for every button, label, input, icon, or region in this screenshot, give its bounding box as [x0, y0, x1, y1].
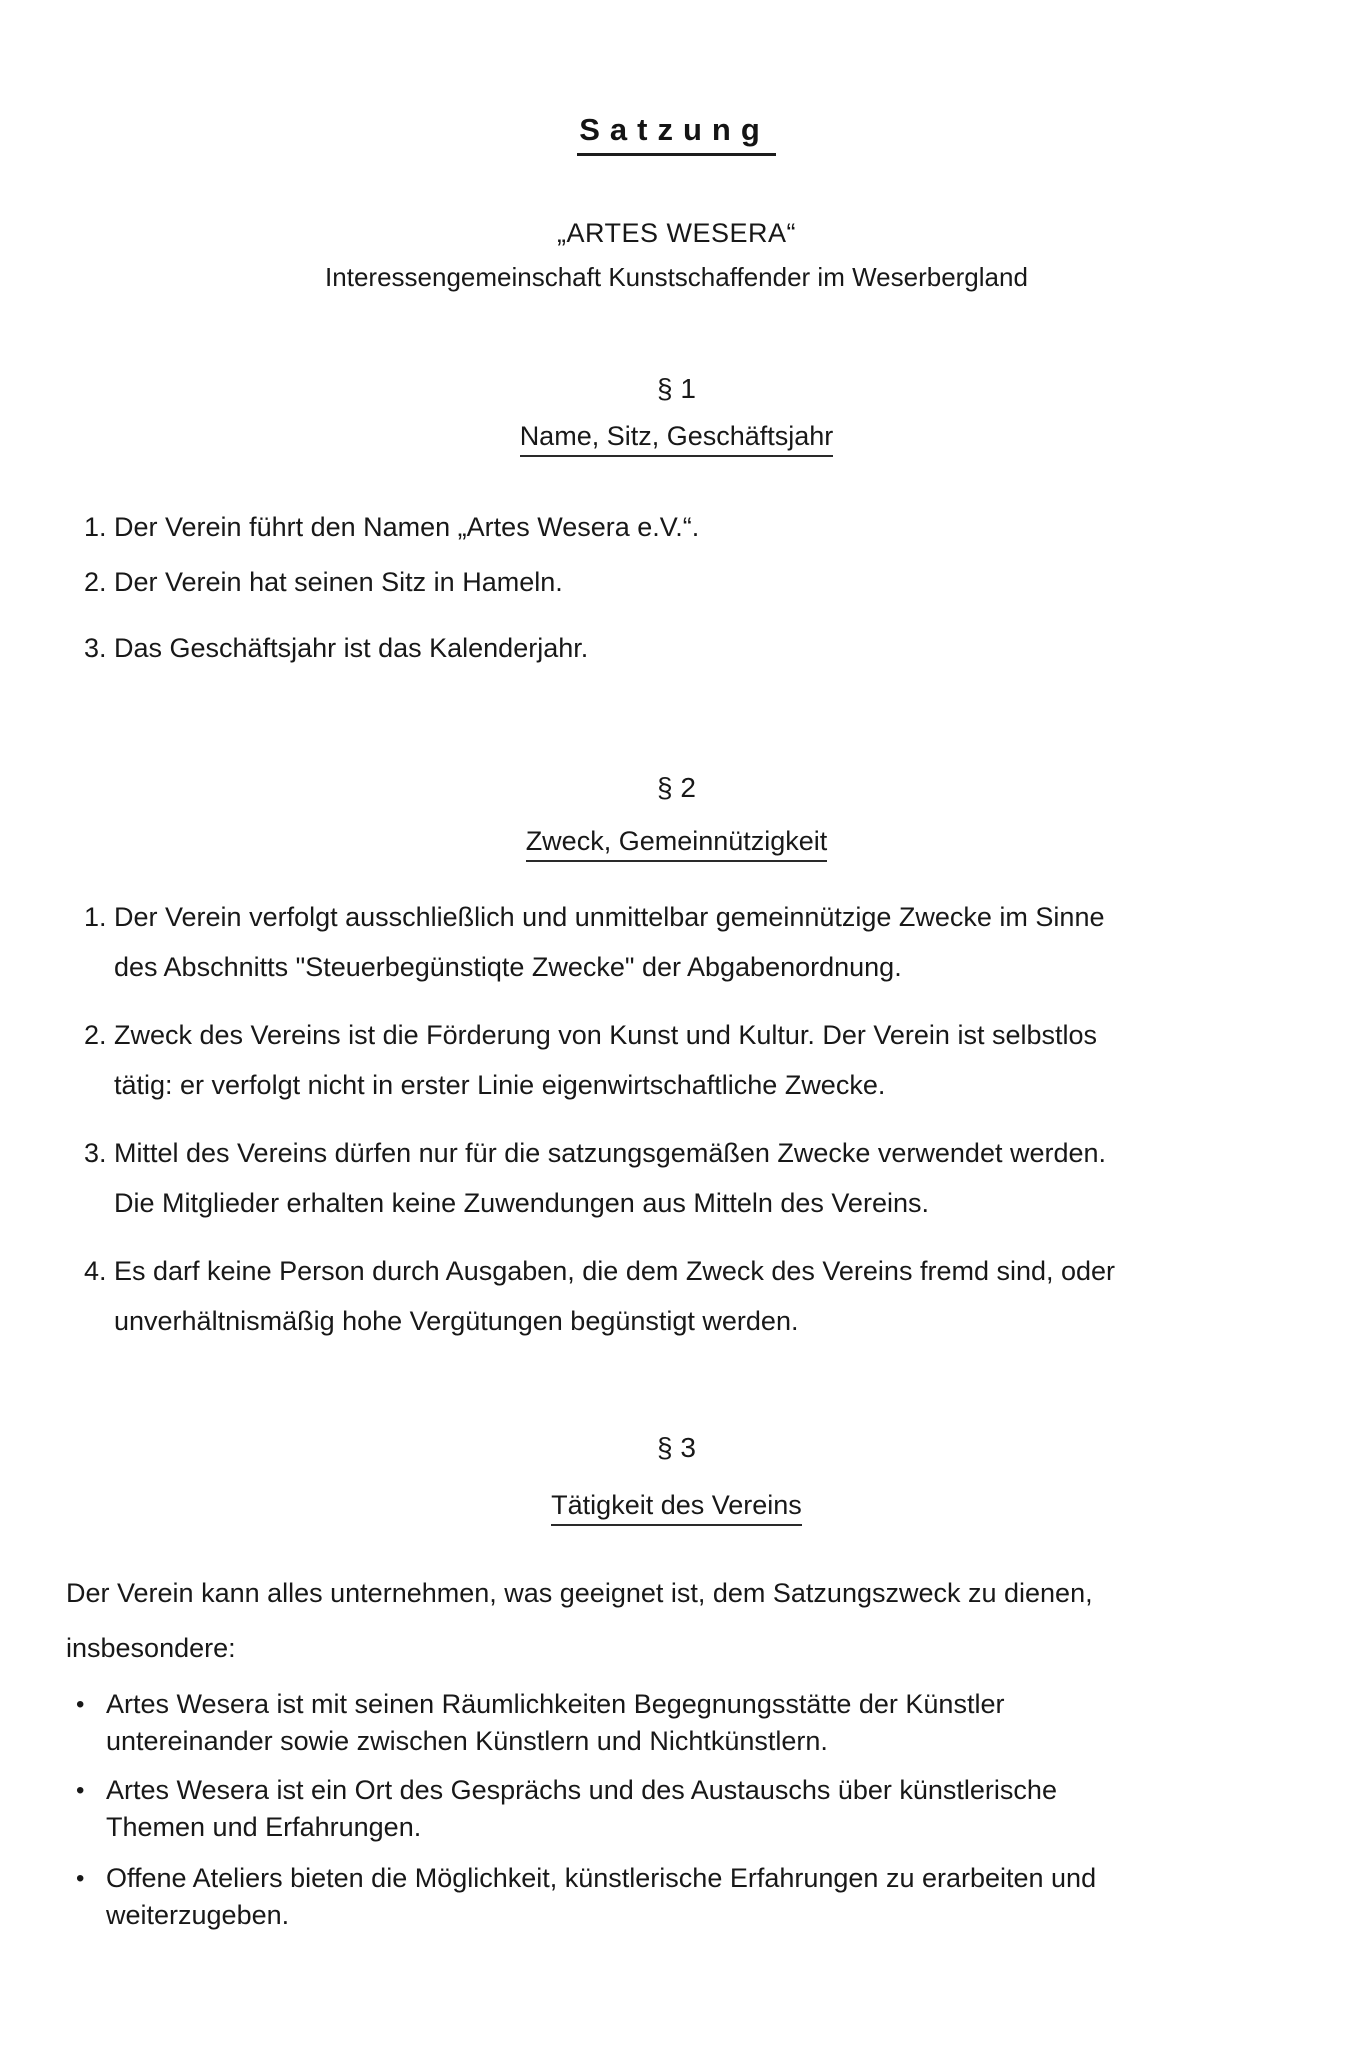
section-3-list — [66, 1686, 1287, 1934]
text-line: Artes Wesera ist ein Ort des Gesprächs und des Austauschs über künstlerische — [106, 1775, 1057, 1805]
item-text — [114, 564, 563, 600]
item-text — [106, 1686, 1004, 1760]
text-line: Mittel des Vereins dürfen nur für die satzungsgemäßen Zwecke verwendet werden. — [114, 1138, 1107, 1168]
text-line: Die Mitglieder erhalten keine Zuwendungen aus Mitteln des Vereins. — [114, 1188, 929, 1218]
item-number: 1. — [84, 902, 107, 932]
text-line: Artes Wesera ist mit seinen Räumlichkeiten Begegnungsstätte der Künstler — [106, 1689, 1005, 1719]
text-line: Themen und Erfahrungen. — [106, 1812, 422, 1842]
section-1-heading: Name, Sitz, Geschäftsjahr — [520, 421, 834, 457]
list-item — [66, 1246, 1287, 1346]
text-line: Der Verein führt den Namen „Artes Wesera e.V.“. — [114, 512, 700, 542]
list-item — [66, 509, 1287, 545]
item-text — [106, 1772, 1057, 1846]
text-line: insbesondere: — [66, 1633, 236, 1663]
list-item — [66, 1772, 1287, 1846]
list-item — [66, 1128, 1287, 1228]
item-number: 2. — [84, 567, 107, 597]
text-line: Der Verein hat seinen Sitz in Hameln. — [114, 567, 563, 597]
text-line: Zweck des Vereins ist die Förderung von Kunst und Kultur. Der Verein ist selbstlos — [114, 1020, 1097, 1050]
item-text — [114, 892, 1104, 992]
text-line: unverhältnismäßig hohe Vergütungen begünstigt werden. — [114, 1306, 799, 1336]
section-1-number: § 1 — [657, 373, 696, 404]
title-block — [66, 112, 1287, 156]
section-3-intro — [66, 1566, 1287, 1676]
text-line: Es darf keine Person durch Ausgaben, die dem Zweck des Vereins fremd sind, oder — [114, 1256, 1116, 1286]
item-text — [114, 1246, 1115, 1346]
text-line: weiterzugeben. — [106, 1900, 290, 1930]
text-line: Das Geschäftsjahr ist das Kalenderjahr. — [114, 633, 589, 663]
section-1-heading-wrap — [66, 421, 1287, 457]
section-3-heading: Tätigkeit des Vereins — [551, 1490, 802, 1526]
section-2-heading: Zweck, Gemeinnützigkeit — [526, 826, 828, 862]
list-item — [66, 892, 1287, 992]
section-2-heading-wrap — [66, 826, 1287, 862]
section-3-number: § 3 — [657, 1432, 696, 1463]
item-text — [106, 1860, 1096, 1934]
item-number: 3. — [84, 1138, 107, 1168]
list-item — [66, 630, 1287, 666]
bullet-icon: • — [76, 1865, 85, 1892]
document-title: Satzung — [577, 112, 776, 156]
list-item — [66, 1010, 1287, 1110]
item-number: 4. — [84, 1256, 107, 1286]
bullet-icon: • — [76, 1777, 85, 1804]
text-line: Offene Ateliers bieten die Möglichkeit, künstlerische Erfahrungen zu erarbeiten und — [106, 1863, 1097, 1893]
list-item — [66, 564, 1287, 600]
text-line: Der Verein verfolgt ausschließlich und unmittelbar gemeinnützige Zwecke im Sinne — [114, 902, 1105, 932]
text-line: Der Verein kann alles unternehmen, was geeignet ist, dem Satzungszweck zu dienen, — [66, 1578, 1093, 1608]
item-text — [114, 1128, 1106, 1228]
text-line: tätig: er verfolgt nicht in erster Linie eigenwirtschaftliche Zwecke. — [114, 1070, 886, 1100]
organization-name: „ARTES WESERA“ — [556, 218, 797, 248]
list-item — [66, 1860, 1287, 1934]
section-1-list — [66, 509, 1287, 666]
section-3-heading-wrap — [66, 1490, 1287, 1526]
item-number: 3. — [84, 633, 107, 663]
item-text — [114, 509, 699, 545]
item-number: 2. — [84, 1020, 107, 1050]
item-text — [114, 630, 588, 666]
text-line: des Abschnitts "Steuerbegünstiqte Zwecke" der Abgabenordnung. — [114, 952, 902, 982]
bullet-icon: • — [76, 1691, 85, 1718]
section-2-number: § 2 — [657, 772, 696, 803]
organization-subtitle: Interessengemeinschaft Kunstschaffender im Weserbergland — [325, 262, 1028, 292]
list-item — [66, 1686, 1287, 1760]
item-text — [114, 1010, 1097, 1110]
section-2-list — [66, 892, 1287, 1346]
text-line: untereinander sowie zwischen Künstlern und Nichtkünstlern. — [106, 1726, 828, 1756]
item-number: 1. — [84, 512, 107, 542]
